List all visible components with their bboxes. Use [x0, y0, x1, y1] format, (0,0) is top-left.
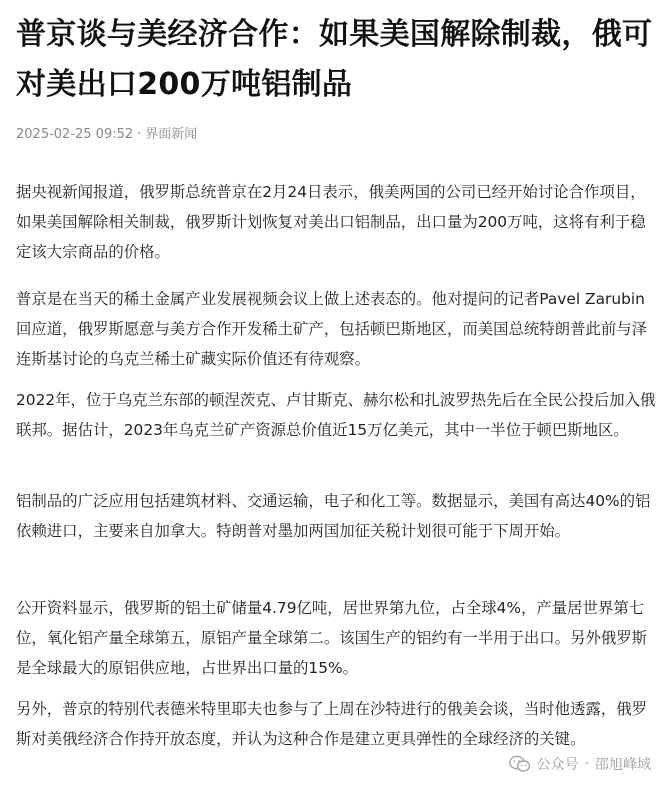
article-meta — [16, 126, 197, 144]
paragraph-4: 铝制品的广泛应用包括建筑材料、交通运输，电子和化工等。数据显示，美国有高达40%的铝依赖进口，主要来自加拿大。特朗普对墨加两国加征关税计划很可能于下周开始。 — [16, 492, 651, 540]
wechat-watermark — [505, 752, 655, 776]
paragraph-5: 公开资料显示，俄罗斯的铝土矿储量4.79亿吨，居世界第九位，占全球4%，产量居世界第七位，氧化铝产量全球第五，原铝产量全球第二。该国生产的铝约有一半用于出口。另外俄罗斯是全球最大的原铝供应地，占世界出口量的15%。 — [16, 599, 648, 677]
paragraph-1: 据央视新闻报道，俄罗斯总统普京在2月24日表示，俄美两国的公司已经开始讨论合作项目，如果美国解除相关制裁，俄罗斯计划恢复对美出口铝制品，出口量为200万吨，这将有利于稳定该大宗商品的价格。 — [16, 183, 646, 261]
wechat-icon — [509, 755, 531, 773]
paragraph-3: 2022年，位于乌克兰东部的顿涅茨克、卢甘斯克、赫尔松和扎波罗热先后在全民公投后加入俄联邦。据估计，2023年乌克兰矿产资源总价值近15万亿美元，其中一半位于顿巴斯地区。 — [16, 391, 656, 439]
paragraph-2: 普京是在当天的稀土金属产业发展视频会议上做上述表态的。他对提问的记者Pavel Zarubin回应道，俄罗斯愿意与美方合作开发稀土矿产，包括顿巴斯地区，而美国总统特朗普此前与泽连斯基讨论的乌克兰稀土矿藏实际价值还有待观察。 — [16, 290, 648, 368]
paragraph-6: 另外，普京的特别代表德米特里耶夫也参与了上周在沙特进行的俄美会谈，当时他透露，俄罗斯对美俄经济合作持开放态度，并认为这种合作是建立更具弹性的全球经济的关键。 — [16, 700, 648, 748]
meta-separator: · — [137, 127, 142, 142]
publish-datetime: 2025-02-25 09:52 — [16, 127, 134, 142]
source-name: 界面新闻 — [145, 127, 198, 142]
watermark-platform: 公众号 — [536, 757, 579, 773]
watermark-account: 邵旭峰域 — [595, 757, 651, 773]
article-title: 普京谈与美经济合作：如果美国解除制裁，俄可对美出口200万吨铝制品 — [16, 17, 653, 102]
watermark-separator: · — [584, 756, 589, 772]
